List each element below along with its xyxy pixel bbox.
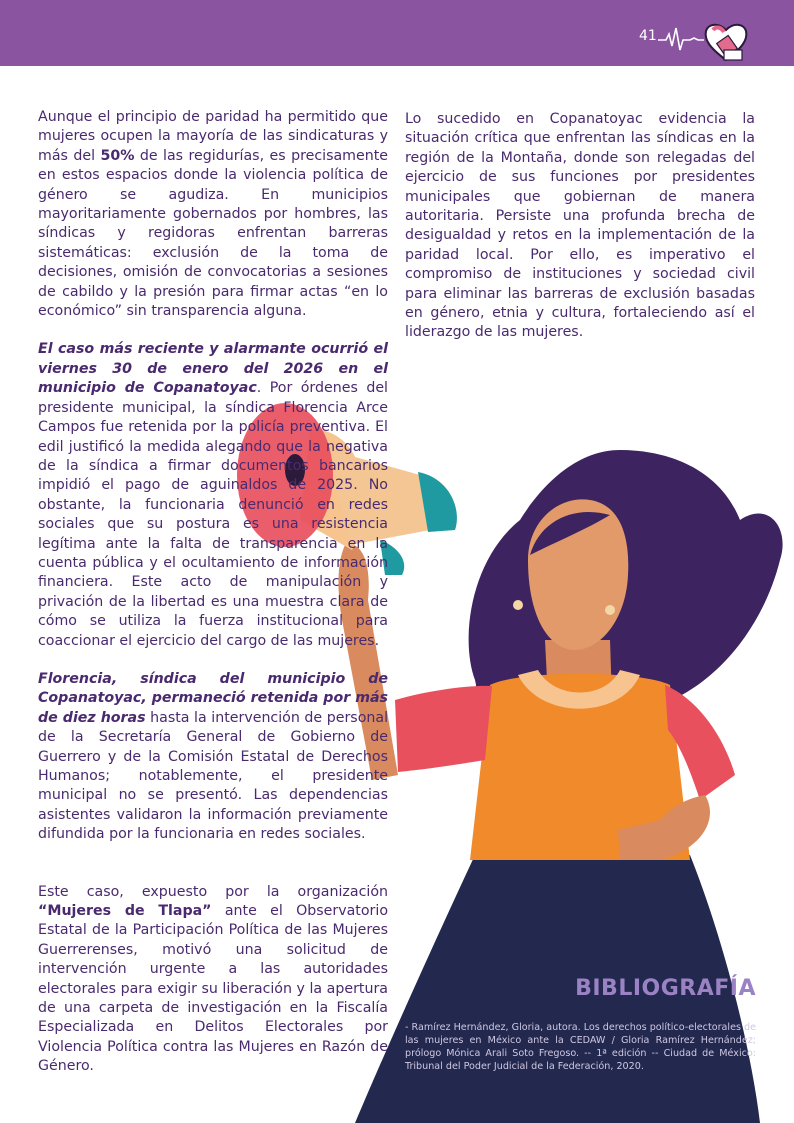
p4-text-b: ante el Observatorio Estatal de la Participación Política de las Mujeres Guerrerenses, motivó una solicitud de intervención urgente a las autoridades electorales para exigir su liberación y la apertura de una carpeta de investigación en la Fiscalía Especializada en Delitos Electorales por Violencia Política contra las Mujeres en Razón de Género. — [38, 903, 388, 1075]
p3-italic: Florencia, síndica del municipio de Copanatoyac, permaneció retenida por más de diez horas — [38, 670, 388, 726]
p4-text-a: Este caso, expuesto por la organización — [38, 883, 388, 900]
p4-bold: “Mujeres de Tlapa” — [38, 903, 212, 920]
paragraph-3 — [38, 670, 388, 845]
p2-text: . Por órdenes del presidente municipal, la síndica Florencia Arce Campos fue retenida por la policía preventiva. El edil justificó la medida alegando que la negativa de la síndica a firmar documentos bancarios impidió el pago de aguinaldos de 2025. No obstante, la funcionaria denunció en redes sociales que su postura es una resistencia legítima ante la falta de transparencia en la cuenta pública y el ocultamiento de información financiera. Este acto de manipulación y privación de la libertad es una muestra clara de cómo se utiliza la fuerza institucional para coaccionar el ejercicio del cargo de las mujeres. — [38, 380, 388, 649]
paragraph-4 — [38, 883, 388, 1077]
p1-text-b: de las regidurías, es precisamente en estos espacios donde la violencia política de género se agudiza. En municipios mayoritariamente gobernados por hombres, las síndicas y regidoras enfrentan barreras sistemáticas: exclusión de la toma de decisiones, omisión de convocatorias a sesiones de cabildo y la presión para firmar actas “en lo económico” sin transparencia alguna. — [38, 147, 388, 320]
bibliography-entry: - Ramírez Hernández, Gloria, autora. Los derechos político-electorales de las mujeres en México ante la CEDAW / Gloria Ramírez Hernández; prólogo Mónica Arali Soto Fregoso. -- 1ª edición -- Ciudad de México: Tribunal del Poder Judicial de la Federación, 2020. — [405, 1022, 757, 1072]
right-column — [405, 110, 755, 343]
page-number: 41 — [639, 28, 657, 44]
p3-text: hasta la intervención de personal de la Secretaría General de Gobierno de Guerrero y de la Comisión Estatal de Derechos Humanos; notablemente, el presidente municipal no se presentó. Las dependencias asistentes validaron la información previamente difundida por la funcionaria en redes sociales. — [38, 709, 389, 843]
paragraph-right-1: Lo sucedido en Copanatoyac evidencia la situación crítica que enfrentan las síndicas en la región de la Montaña, donde son relegadas del ejercicio de sus funciones por presidentes municipales que gobiernan de manera autoritaria. Persiste una profunda brecha de desigualdad y retos en la implementación de la paridad local. Por ello, es imperativo el compromiso de instituciones y sociedad civil para eliminar las barreras de exclusión basadas en género, etnia y cultura, fortaleciendo así el liderazgo de las mujeres. — [405, 111, 755, 341]
paragraph-1 — [38, 108, 388, 321]
left-column — [38, 108, 388, 1077]
p1-text-a: Aunque el principio de paridad ha permitido que mujeres ocupen la mayoría de las sindicaturas y más del — [38, 109, 388, 164]
p1-bold: 50% — [100, 147, 135, 164]
paragraph-2 — [38, 340, 388, 651]
p2-italic: El caso más reciente y alarmante ocurrió el viernes 30 de enero del 2026 en el municipio de Copanatoyac — [38, 341, 388, 397]
bibliography-title: BIBLIOGRAFÍA — [575, 976, 756, 1001]
